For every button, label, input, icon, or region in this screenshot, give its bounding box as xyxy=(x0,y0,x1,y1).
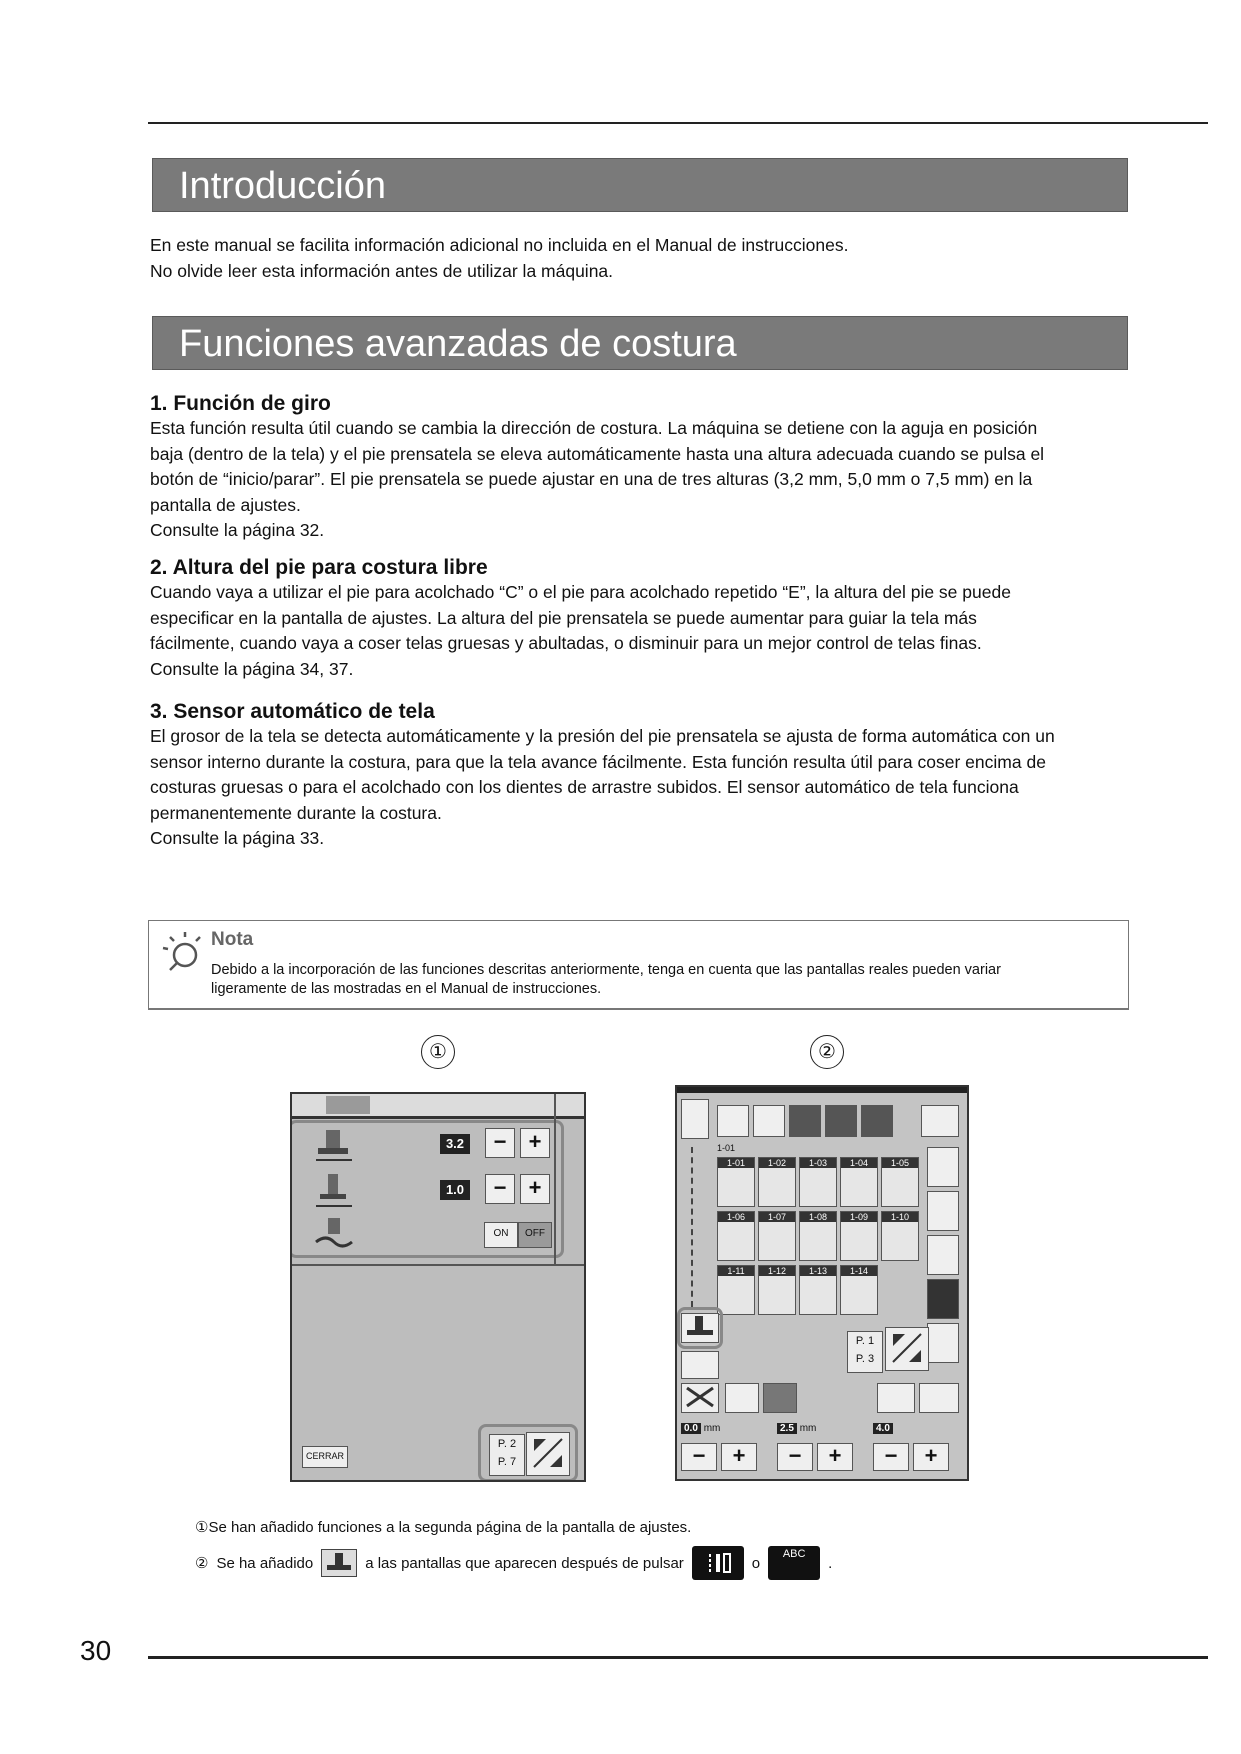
pivot-highlight xyxy=(677,1307,723,1349)
stitch-cell[interactable] xyxy=(717,1211,755,1261)
section-line: especificar en la pantalla de ajustes. La altura del pie prensatela se puede aumentar para guiar la tela más xyxy=(150,607,977,628)
stitch-code: 1-11 xyxy=(718,1266,754,1276)
stitch-cell[interactable] xyxy=(840,1211,878,1261)
lightbulb-icon xyxy=(159,927,207,975)
section-line: permanentemente durante la costura. xyxy=(150,802,442,823)
page-total: P. 3 xyxy=(855,1353,875,1365)
minus-button[interactable]: − xyxy=(777,1443,813,1471)
page-key-highlight xyxy=(478,1424,578,1482)
minus-button[interactable]: − xyxy=(485,1128,515,1158)
stitch-cell[interactable] xyxy=(799,1157,837,1207)
section-line: Esta función resulta útil cuando se cambia la dirección de costura. La máquina se detiene con la aguja en posición xyxy=(150,418,1038,438)
stitch-code: 1-10 xyxy=(882,1212,918,1222)
stitch-cell[interactable] xyxy=(881,1157,919,1207)
settings-button[interactable] xyxy=(921,1105,959,1137)
caption-2 xyxy=(195,1545,832,1581)
stitch-category-button[interactable] xyxy=(753,1105,785,1137)
length-value: 2.5 xyxy=(777,1423,797,1434)
caption-text: o xyxy=(751,1554,761,1572)
note-line: ligeramente de las mostradas en el Manual de instrucciones. xyxy=(211,981,602,997)
plus-button[interactable]: + xyxy=(817,1443,853,1471)
stitch-code: 1-12 xyxy=(759,1266,795,1276)
stitch-cell[interactable] xyxy=(758,1157,796,1207)
note-title: Nota xyxy=(211,929,254,950)
close-button[interactable]: CERRAR xyxy=(302,1446,348,1468)
tension-value: 4.0 xyxy=(873,1423,893,1434)
width-unit: mm xyxy=(703,1423,721,1434)
stitch-code: 1-08 xyxy=(800,1212,836,1222)
new-settings-highlight xyxy=(290,1120,564,1258)
section-3 xyxy=(150,700,1130,852)
stitch-code: 1-04 xyxy=(841,1158,877,1168)
stitch-cell[interactable] xyxy=(717,1265,755,1315)
section-1 xyxy=(150,392,1130,544)
mirror-button[interactable] xyxy=(725,1383,759,1413)
needle-mode-button[interactable] xyxy=(681,1099,709,1139)
caption-text: a las pantallas que aparecen después de pulsar xyxy=(365,1554,684,1572)
stitch-category-button[interactable] xyxy=(717,1105,749,1137)
stitch-category-button[interactable] xyxy=(861,1105,893,1137)
plus-button[interactable]: + xyxy=(721,1443,757,1471)
page-indicator xyxy=(847,1331,883,1373)
section-line: pantalla de ajustes. xyxy=(150,494,301,515)
stitch-cell[interactable] xyxy=(840,1265,878,1315)
stitch-code: 1-13 xyxy=(800,1266,836,1276)
stitch-code: 1-02 xyxy=(759,1158,795,1168)
section-line: Consulte la página 33. xyxy=(150,828,325,848)
section-heading: 3. Sensor automático de tela xyxy=(150,700,435,723)
footer-rule xyxy=(148,1656,1208,1659)
figure-label-2: ② xyxy=(810,1035,844,1069)
minus-button[interactable]: − xyxy=(681,1443,717,1471)
section-line: Cuando vaya a utilizar el pie para acolchado “C” o el pie para acolchado repetido “E”, la altura del pie se puede xyxy=(150,582,1011,602)
section-line: El grosor de la tela se detecta automáticamente y la presión del pie prensatela se ajusta de forma automática con un xyxy=(150,726,1055,746)
pattern-button[interactable] xyxy=(763,1383,797,1413)
section-line: fácilmente, cuando vaya a coser telas gruesas y abultadas, o disminuir para un mejor control de telas finas. xyxy=(150,633,982,653)
foot-height-value: 3.2 xyxy=(440,1134,470,1154)
memory-button[interactable] xyxy=(877,1383,915,1413)
on-button[interactable]: ON xyxy=(484,1222,518,1248)
stitch-cell[interactable] xyxy=(717,1157,755,1207)
stitch-code: 1-07 xyxy=(759,1212,795,1222)
section-line: baja (dentro de la tela) y el pie prensatela se eleva automáticamente hasta una altura adecuada cuando se pulsa el xyxy=(150,443,1045,464)
stitch-cell[interactable] xyxy=(799,1211,837,1261)
section-line: costuras gruesas o para el acolchado con los dientes de arrastre subidos. El sensor automático de tela funciona xyxy=(150,777,1019,797)
caption-text: . xyxy=(828,1554,833,1572)
stitch-cell[interactable] xyxy=(799,1265,837,1315)
note-text xyxy=(211,961,1116,999)
caption-1: ①Se han añadido funciones a la segunda página de la pantalla de ajustes. xyxy=(195,1519,692,1536)
utility-stitch-key-icon xyxy=(692,1546,744,1580)
reverse-button[interactable] xyxy=(681,1351,719,1379)
length-unit: mm xyxy=(799,1423,817,1434)
page-total: P. 7 xyxy=(497,1456,517,1468)
section-2 xyxy=(150,556,1130,682)
page-current: P. 2 xyxy=(497,1438,517,1450)
scissors-icon xyxy=(683,1384,717,1410)
insert-button[interactable] xyxy=(919,1383,959,1413)
stitch-type-button[interactable] xyxy=(927,1279,959,1319)
intro-text xyxy=(150,233,1130,284)
stitch-type-button[interactable] xyxy=(927,1235,959,1275)
plus-button[interactable]: + xyxy=(520,1174,550,1204)
figure-label-1: ① xyxy=(421,1035,455,1069)
stitch-category-button[interactable] xyxy=(789,1105,821,1137)
free-motion-height-value: 1.0 xyxy=(440,1180,470,1200)
stitch-type-button[interactable] xyxy=(927,1147,959,1187)
character-key-label: ABC xyxy=(782,1548,806,1560)
section-line: Consulte la página 34, 37. xyxy=(150,658,354,679)
section-line: sensor interno durante la costura, para que la tela avance fácilmente. Esta función resulta útil para coser encima de xyxy=(150,751,1046,772)
caption-text: Se ha añadido xyxy=(216,1554,314,1572)
minus-button[interactable]: − xyxy=(873,1443,909,1471)
stitch-type-button[interactable] xyxy=(927,1191,959,1231)
width-value: 0.0 xyxy=(681,1423,701,1434)
caption-number: ② xyxy=(195,1555,209,1572)
cut-button[interactable] xyxy=(681,1383,719,1413)
section-line: Consulte la página 32. xyxy=(150,520,325,540)
stitch-screen xyxy=(675,1085,969,1481)
intro-line: En este manual se facilita información adicional no incluida en el Manual de instrucciones. xyxy=(150,235,849,255)
section-heading: 2. Altura del pie para costura libre xyxy=(150,556,488,579)
minus-button[interactable]: − xyxy=(485,1174,515,1204)
settings-tab[interactable] xyxy=(326,1096,370,1114)
intro-line: No olvide leer esta información antes de utilizar la máquina. xyxy=(150,260,614,281)
stitch-code: 1-05 xyxy=(882,1158,918,1168)
page-current: P. 1 xyxy=(855,1335,875,1347)
stitch-cell[interactable] xyxy=(840,1157,878,1207)
page-number: 30 xyxy=(80,1635,112,1666)
functions-title: Funciones avanzadas de costura xyxy=(152,316,1128,370)
stitch-code: 1-06 xyxy=(718,1212,754,1222)
stitch-cell[interactable] xyxy=(881,1211,919,1261)
header-rule xyxy=(148,122,1208,124)
pivot-key-icon xyxy=(321,1549,357,1577)
stitch-type-button[interactable] xyxy=(927,1323,959,1363)
settings-tab-bar xyxy=(292,1094,584,1117)
settings-screen xyxy=(290,1092,586,1482)
page-arrows-icon xyxy=(887,1328,927,1368)
section-line: botón de “inicio/parar”. El pie prensatela se puede ajustar en una de tres alturas (3,2 mm, 5,0 mm o 7,5 mm) en la xyxy=(150,469,1033,489)
section-heading: 1. Función de giro xyxy=(150,392,331,415)
plus-button[interactable]: + xyxy=(913,1443,949,1471)
page-arrow-button[interactable] xyxy=(885,1327,929,1371)
note-box xyxy=(148,920,1129,1010)
intro-title: Introducción xyxy=(152,158,1128,212)
stitch-cell[interactable] xyxy=(758,1211,796,1261)
stitch-cell[interactable] xyxy=(758,1265,796,1315)
stitch-code: 1-09 xyxy=(841,1212,877,1222)
stitch-code: 1-03 xyxy=(800,1158,836,1168)
character-key-icon xyxy=(768,1546,820,1580)
stitch-group-label: 1-01 xyxy=(717,1143,736,1153)
off-button[interactable]: OFF xyxy=(518,1222,552,1248)
note-line: Debido a la incorporación de las funciones descritas anteriormente, tenga en cuenta que las pantallas reales pueden variar xyxy=(211,962,1001,978)
stitch-code: 1-01 xyxy=(718,1158,754,1168)
stitch-code: 1-14 xyxy=(841,1266,877,1276)
stitch-category-button[interactable] xyxy=(825,1105,857,1137)
plus-button[interactable]: + xyxy=(520,1128,550,1158)
